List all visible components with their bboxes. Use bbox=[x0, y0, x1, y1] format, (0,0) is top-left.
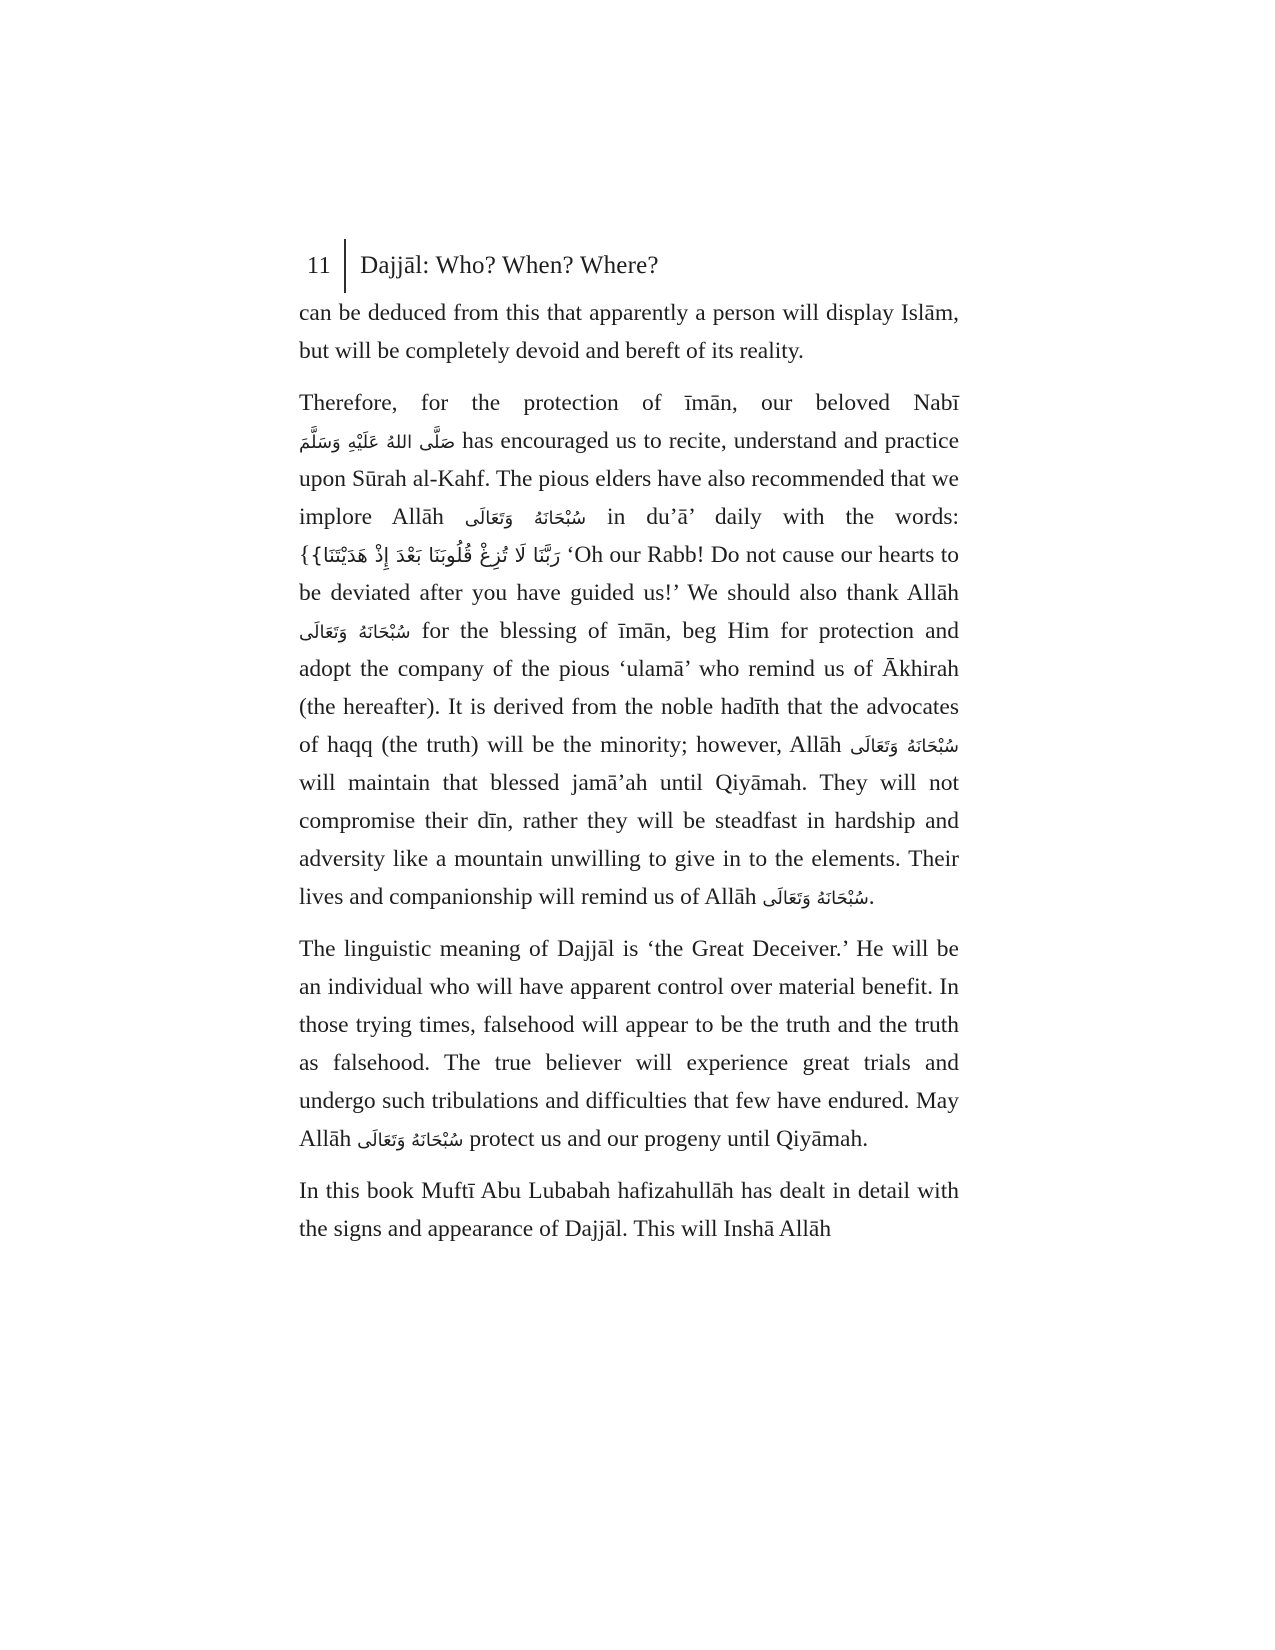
text-run: can be deduced from this that apparently a person will display Islām, but will be completely devoid and bereft of its reality. bbox=[299, 300, 959, 364]
honorific-sallallahu-alayhi-wasallam: صَلَّى اللهُ عَلَيْهِ وَسَلَّمَ bbox=[299, 432, 456, 453]
text-run: ‘Oh our Rabb! Do not cause our hearts to be deviated after you have guided us!’ We should also thank Allāh bbox=[299, 542, 959, 606]
text-run: will maintain that blessed jamā’ah until Qiyāmah. They will not compromise their dīn, rather they will be steadfast in hardship and adversity like a mountain unwilling to give in to the elements. Their lives and companionship will remind us of Allāh bbox=[299, 770, 959, 910]
honorific-subhanahu-wa-taala: سُبْحَانَهُ وَتَعَالَى bbox=[849, 736, 959, 757]
page-number: 11 bbox=[307, 252, 332, 279]
honorific-subhanahu-wa-taala: سُبْحَانَهُ وَتَعَالَى bbox=[464, 508, 587, 529]
text-run: Therefore, for the protection of īmān, our beloved Nabī bbox=[299, 390, 959, 416]
paragraph bbox=[299, 1172, 959, 1248]
honorific-subhanahu-wa-taala: سُبْحَانَهُ وَتَعَالَى bbox=[357, 1130, 464, 1151]
text-run: in du’ā’ daily with the words:{ bbox=[299, 504, 960, 568]
honorific-subhanahu-wa-taala: سُبْحَانَهُ وَتَعَالَى bbox=[299, 622, 411, 643]
text-run: for the blessing of īmān, beg Him for protection and adopt the company of the pious ‘ulamā’ who remind us of Ākhirah (the hereafter). It is derived from the noble hadīth that the advocates of haqq (the truth) will be the minority; however, Allāh bbox=[299, 618, 959, 758]
paragraph bbox=[299, 384, 959, 916]
text-run: protect us and our progeny until Qiyāmah. bbox=[463, 1126, 869, 1152]
text-run: In this book Muftī Abu Lubabah hafizahullāh has dealt in detail with the signs and appearance of Dajjāl. This will Inshā Allāh bbox=[299, 1178, 959, 1242]
paragraph bbox=[299, 294, 959, 370]
quran-verse-arabic: رَبَّنَا لَا تُزِغْ قُلُوبَنَا بَعْدَ إِذْ هَدَيْتَنَا} bbox=[310, 543, 561, 567]
honorific-subhanahu-wa-taala: سُبْحَانَهُ وَتَعَالَى bbox=[762, 888, 869, 909]
chapter-title: Dajjāl: Who? When? Where? bbox=[360, 252, 659, 279]
paragraph bbox=[299, 930, 959, 1158]
text-run: The linguistic meaning of Dajjāl is ‘the Great Deceiver.’ He will be an individual who will have apparent control over material benefit. In those trying times, falsehood will appear to be the truth and the truth as falsehood. The true believer will experience great trials and undergo such tribulations and difficulties that few have endured. May Allāh bbox=[299, 936, 959, 1152]
text-run: . bbox=[868, 884, 875, 910]
page-header bbox=[307, 238, 659, 294]
text-run: has encouraged us to recite, understand and practice upon Sūrah al-Kahf. The pious elders have also recommended that we implore Allāh bbox=[299, 428, 960, 530]
body-text bbox=[299, 294, 959, 1262]
